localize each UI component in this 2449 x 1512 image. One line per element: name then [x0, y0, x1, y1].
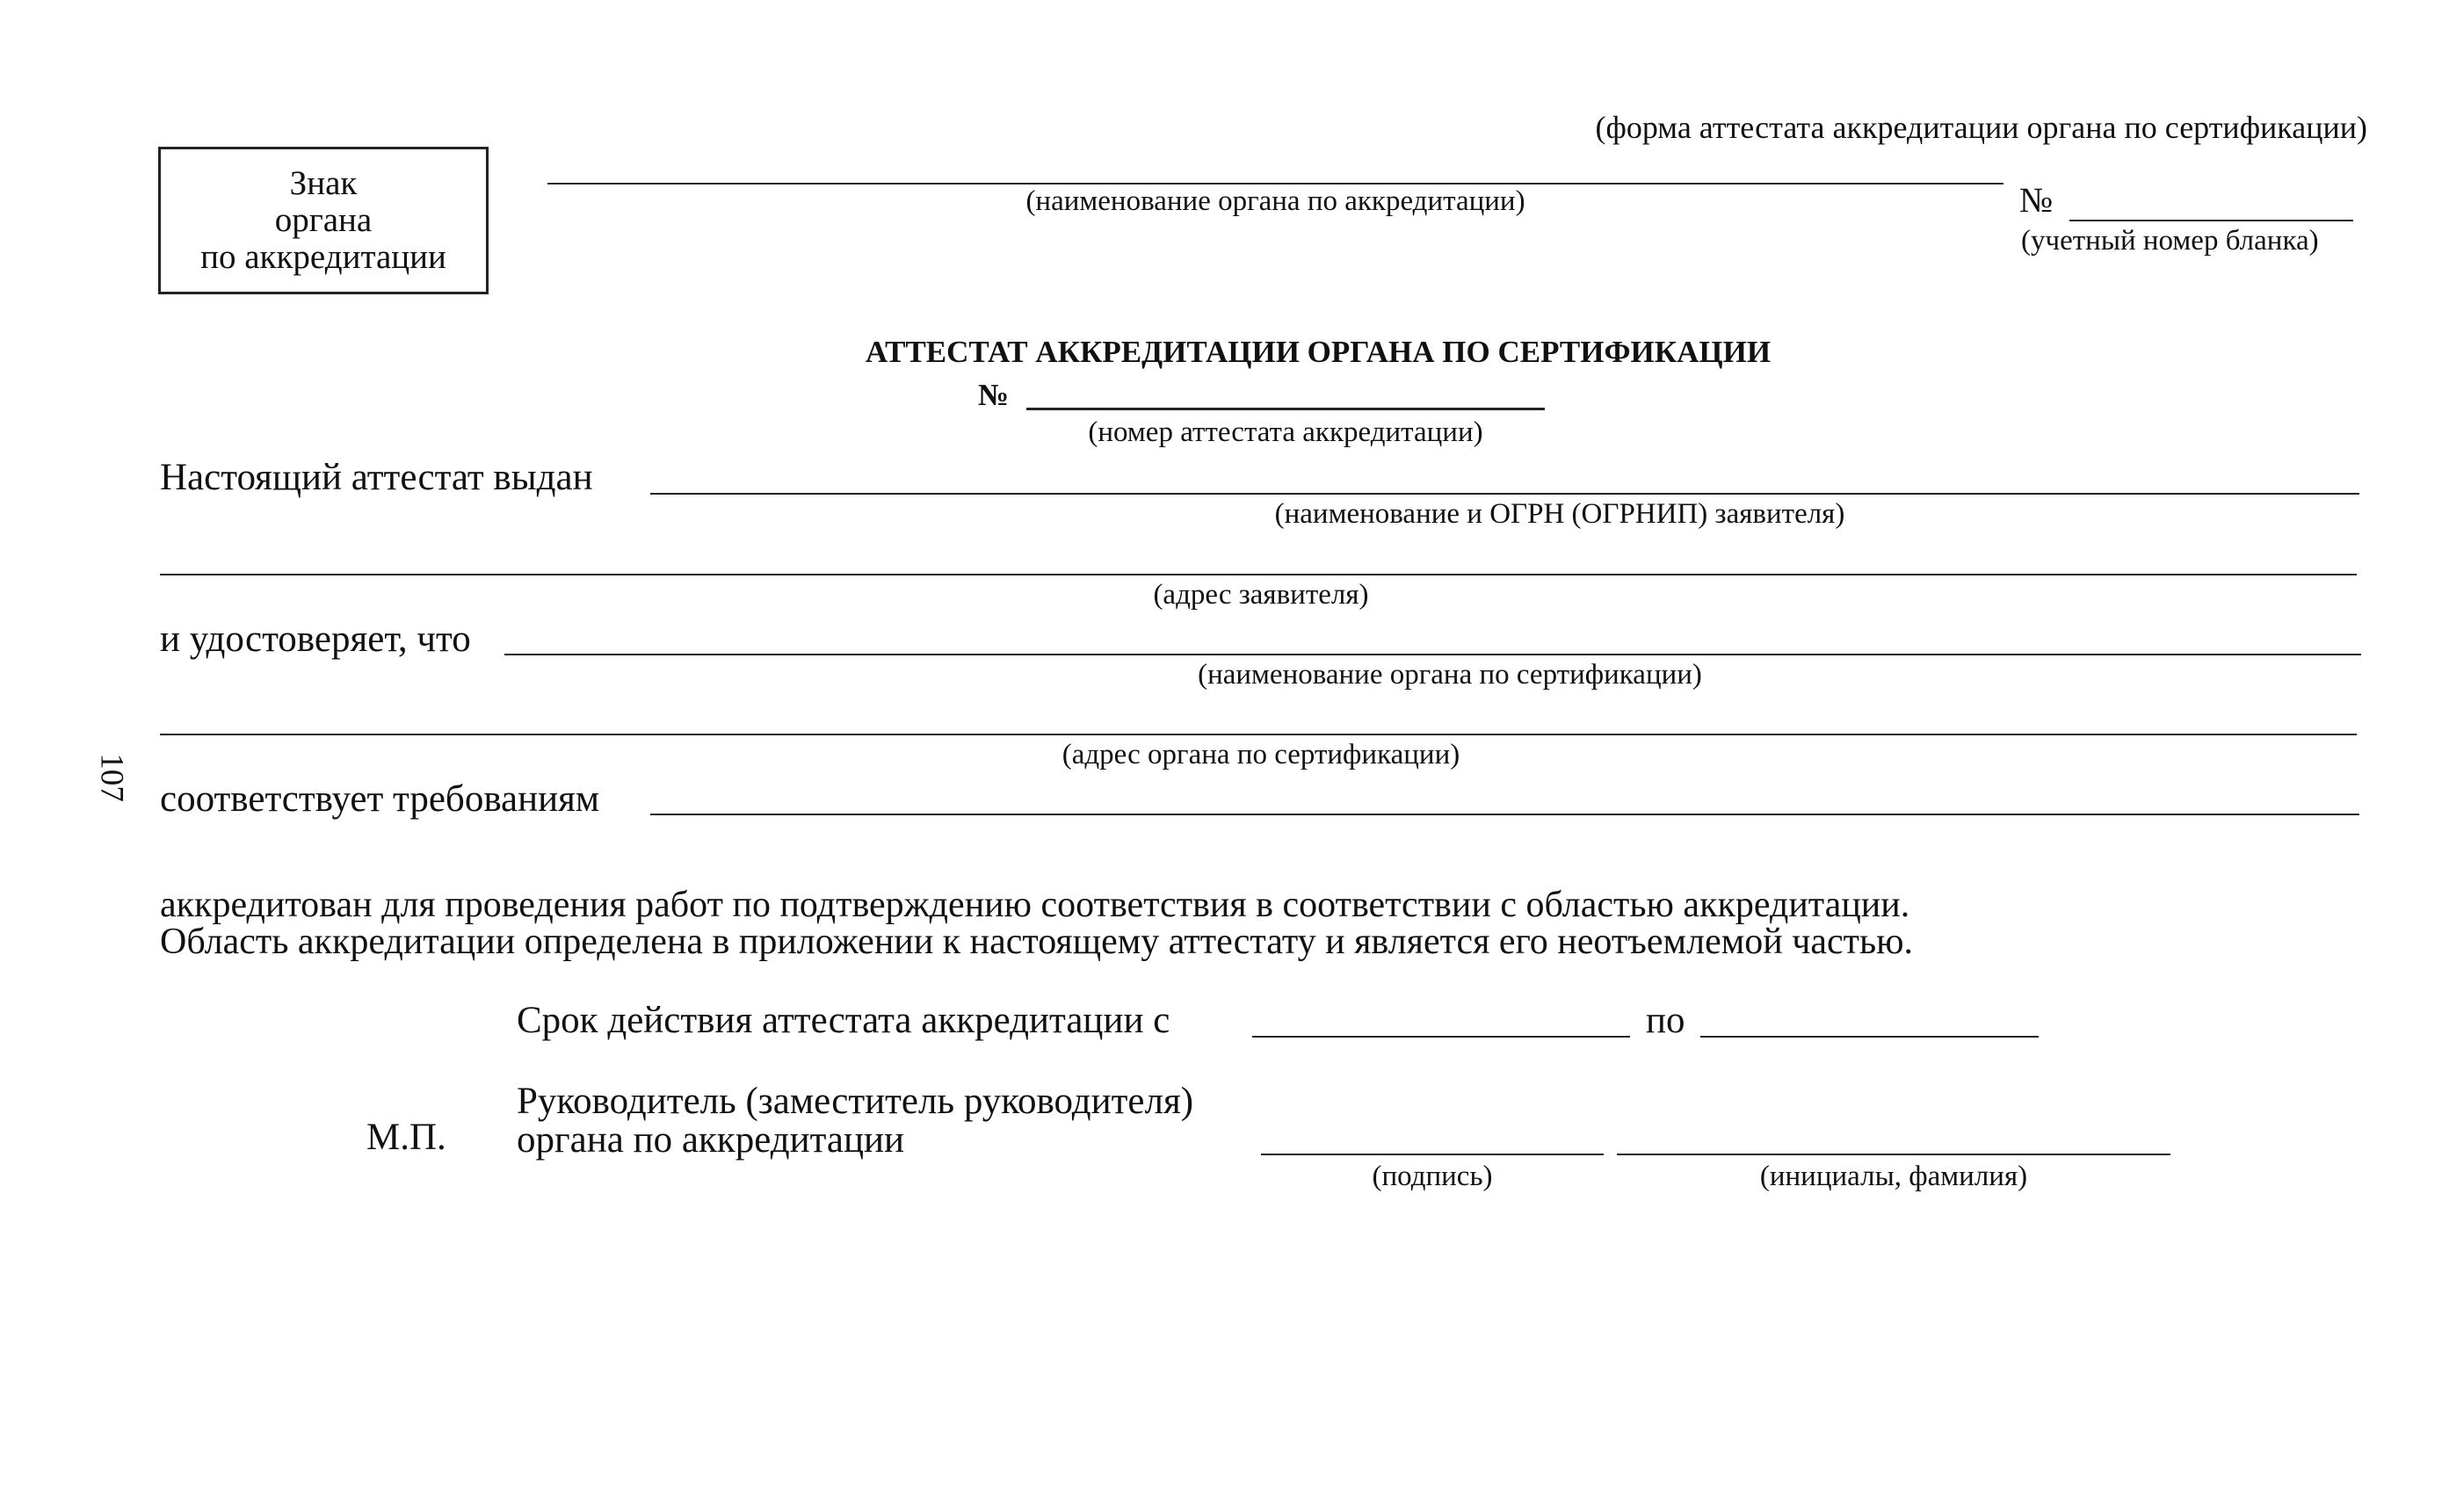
sign-box-line-2: органа — [274, 201, 373, 239]
applicant-name-field[interactable] — [650, 493, 2359, 495]
applicant-name-caption: (наименование и ОГРН (ОГРНИП) заявителя) — [1274, 498, 1845, 530]
blank-number-caption: (учетный номер бланка) — [2021, 225, 2319, 257]
cert-body-name-caption: (наименование органа по сертификации) — [1198, 659, 1702, 691]
certifies-label: и удостоверяет, что — [160, 619, 471, 660]
seal-label: М.П. — [366, 1117, 446, 1158]
form-note: (форма аттестата аккредитации органа по сертификации) — [1595, 110, 2367, 145]
accreditation-body-sign-box — [158, 147, 489, 294]
applicant-address-field[interactable] — [160, 574, 2357, 575]
validity-from-field[interactable] — [1252, 1036, 1630, 1038]
accreditation-body-caption: (наименование органа по аккредитации) — [1025, 185, 1525, 217]
accreditation-body-name-field[interactable] — [547, 183, 2003, 184]
certificate-number-sign: № — [978, 378, 1010, 412]
validity-to-field[interactable] — [1700, 1036, 2039, 1038]
sign-box-line-3: по аккредитации — [200, 238, 446, 276]
blank-number-field[interactable] — [2069, 220, 2353, 221]
validity-label: Срок действия аттестата аккредитации с — [517, 1000, 1170, 1041]
issued-to-label: Настоящий аттестат выдан — [160, 457, 593, 498]
name-field[interactable] — [1617, 1154, 2170, 1155]
applicant-address-caption: (адрес заявителя) — [1153, 579, 1369, 611]
head-title-line-2: органа по аккредитации — [517, 1119, 905, 1161]
accreditation-paragraph-line-1: аккредитован для проведения работ по подтверждению соответствия в соответствии с областью аккредитации. — [160, 885, 1910, 925]
cert-body-name-field[interactable] — [504, 654, 2361, 655]
requirements-field[interactable] — [650, 814, 2359, 815]
certificate-number-caption: (номер аттестата аккредитации) — [1088, 416, 1483, 448]
complies-label: соответствует требованиям — [160, 778, 600, 820]
name-caption: (инициалы, фамилия) — [1759, 1161, 2028, 1192]
cert-body-address-field[interactable] — [160, 734, 2357, 735]
validity-to-label: по — [1646, 1000, 1685, 1041]
cert-body-address-caption: (адрес органа по сертификации) — [1061, 739, 1460, 770]
head-title-line-1: Руководитель (заместитель руководителя) — [517, 1081, 1194, 1122]
sign-box-line-1: Знак — [289, 164, 358, 202]
certificate-number-field[interactable] — [1026, 408, 1545, 410]
accreditation-paragraph-line-2: Область аккредитации определена в приложении к настоящему аттестату и является его неотъемлемой частью. — [160, 922, 1914, 962]
signature-field[interactable] — [1261, 1154, 1604, 1155]
certificate-title: АТТЕСТАТ АККРЕДИТАЦИИ ОРГАНА ПО СЕРТИФИКАЦИИ — [865, 335, 1772, 369]
blank-number-sign: № — [2019, 180, 2054, 220]
signature-caption: (подпись) — [1372, 1161, 1493, 1192]
page-number: 107 — [93, 753, 130, 802]
